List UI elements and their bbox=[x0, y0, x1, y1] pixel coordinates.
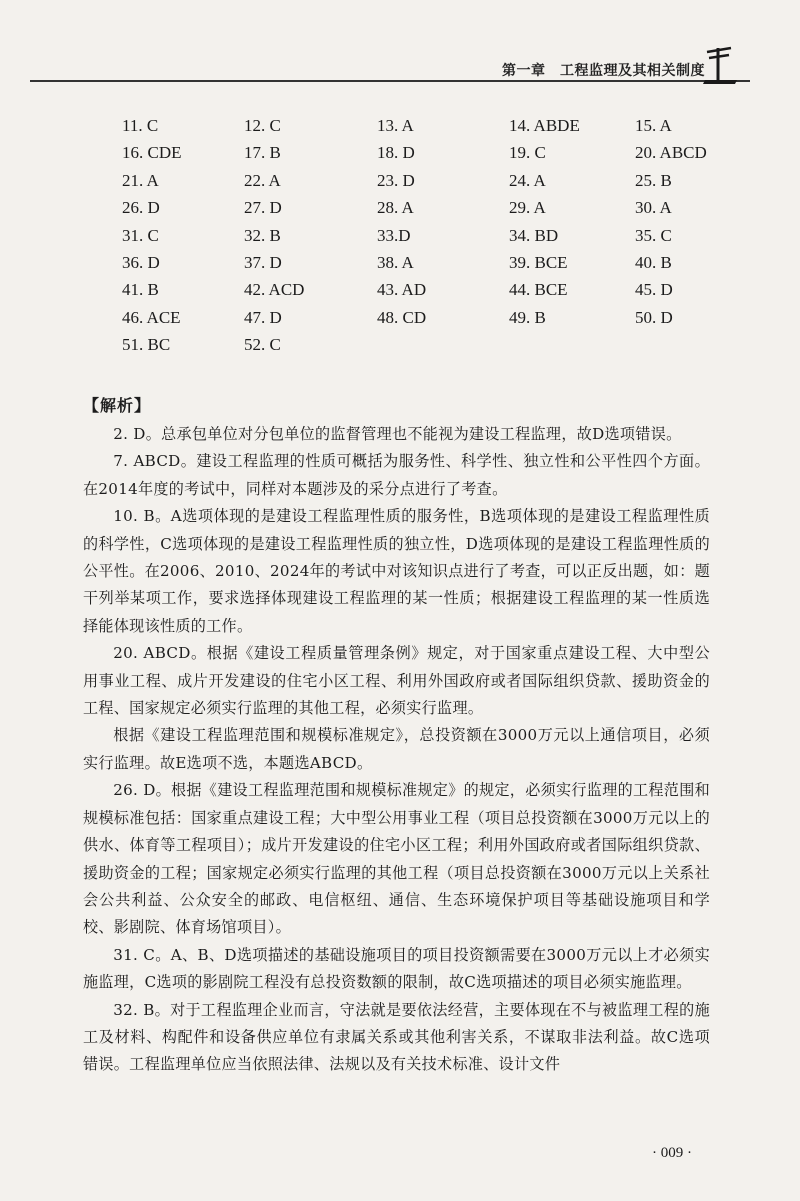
answer-item: 44. BCE bbox=[509, 280, 568, 300]
answer-item: 13. A bbox=[377, 116, 414, 135]
answer-item: 39. BCE bbox=[509, 252, 568, 272]
answer-item: 45. D bbox=[635, 280, 673, 300]
answer-item: 41. B bbox=[122, 280, 159, 300]
answer-item: 29. A bbox=[509, 198, 546, 218]
answer-item: 51. BC bbox=[122, 335, 171, 355]
answer-item: 25. B bbox=[635, 170, 672, 190]
answer-item: 23. D bbox=[377, 170, 415, 190]
answer-item: 38. A bbox=[377, 252, 414, 272]
answer-row bbox=[122, 167, 742, 194]
analysis-paragraph: 20. ABCD。根据《建设工程质量管理条例》规定，对于国家重点建设工程、大中型公用事业工程、成片开发建设的住宅小区工程、利用外国政府或者国际组织贷款、援助资金的工程、国家规定必须实行监理的其他工程，必须实行监理。 bbox=[83, 644, 710, 718]
analysis-body bbox=[83, 421, 710, 1079]
answer-item: 40. B bbox=[635, 252, 672, 272]
answer-item: 36. D bbox=[122, 252, 160, 272]
answer-item: 24. A bbox=[509, 170, 546, 190]
answer-item: 18. D bbox=[377, 143, 415, 163]
answer-item: 20. ABCD bbox=[635, 143, 707, 163]
analysis-paragraph: 32. B。对于工程监理企业而言，守法就是要依法经营，主要体现在不与被监理工程的施工及材料、构配件和设备供应单位有隶属关系或其他利害关系，不谋取非法利益。故C选项错误。工程监理单位应当依照法律、法规以及有关技术标准、设计文件 bbox=[83, 1000, 710, 1074]
answer-item: 11. C bbox=[122, 116, 159, 135]
answer-item: 48. CD bbox=[377, 307, 427, 327]
answer-row bbox=[122, 139, 742, 166]
answer-item: 30. A bbox=[635, 198, 672, 218]
answer-item: 22. A bbox=[244, 170, 281, 190]
answer-item: 35. C bbox=[635, 225, 672, 245]
answer-item: 19. C bbox=[509, 143, 546, 163]
answer-row bbox=[122, 222, 742, 249]
answer-grid bbox=[122, 112, 742, 359]
answer-item: 42. ACD bbox=[244, 280, 305, 300]
signpost-icon bbox=[697, 42, 743, 88]
header-rule bbox=[30, 80, 750, 82]
answer-item: 26. D bbox=[122, 198, 160, 218]
answer-item: 46. ACE bbox=[122, 307, 181, 327]
answer-row bbox=[122, 194, 742, 221]
answer-row bbox=[122, 304, 742, 331]
answer-item: 21. A bbox=[122, 170, 159, 190]
answer-item: 12. C bbox=[244, 116, 281, 135]
answer-row bbox=[122, 112, 742, 139]
analysis-heading: 【解析】 bbox=[83, 396, 152, 415]
analysis-paragraph: 10. B。A选项体现的是建设工程监理性质的服务性，B选项体现的是建设工程监理性质的科学性，C选项体现的是建设工程监理性质的独立性，D选项体现的是建设工程监理性质的公平性。在2006、2010、2024年的考试中对该知识点进行了考查，可以正反出题，如：题干列举某项工作，要求选择体现建设工程监理的某一性质；根据建设工程监理的某一性质选择能体现该性质的工作。 bbox=[83, 507, 710, 635]
answer-row bbox=[122, 249, 742, 276]
answer-row bbox=[122, 331, 742, 358]
analysis-paragraph: 2. D。总承包单位对分包单位的监督管理也不能视为建设工程监理，故D选项错误。 bbox=[113, 425, 682, 443]
answer-item: 50. D bbox=[635, 307, 673, 327]
answer-item: 52. C bbox=[244, 335, 281, 355]
answer-item: 14. ABDE bbox=[509, 116, 580, 135]
answer-item: 34. BD bbox=[509, 225, 559, 245]
analysis-paragraph: 7. ABCD。建设工程监理的性质可概括为服务性、科学性、独立性和公平性四个方面。在2014年度的考试中，同样对本题涉及的采分点进行了考查。 bbox=[83, 452, 710, 498]
answer-item: 16. CDE bbox=[122, 143, 182, 163]
analysis-paragraph: 31. C。A、B、D选项描述的基础设施项目的项目投资额需要在3000万元以上才必须实施监理，C选项的影剧院工程没有总投资数额的限制，故C选项描述的项目必须实施监理。 bbox=[83, 945, 710, 992]
answer-item: 33.D bbox=[377, 225, 411, 245]
answer-item: 37. D bbox=[244, 252, 282, 272]
answer-item: 15. A bbox=[635, 116, 672, 135]
answer-item: 17. B bbox=[244, 143, 281, 163]
answer-item: 43. AD bbox=[377, 280, 427, 300]
answer-item: 27. D bbox=[244, 198, 282, 218]
answer-item: 47. D bbox=[244, 307, 282, 327]
answer-item: 49. B bbox=[509, 307, 546, 327]
analysis-paragraph: 根据《建设工程监理范围和规模标准规定》，总投资额在3000万元以上通信项目，必须实行监理。故E选项不选，本题选ABCD。 bbox=[83, 726, 710, 772]
answer-item: 31. C bbox=[122, 225, 159, 245]
answer-row bbox=[122, 276, 742, 303]
page-number: · 009 · bbox=[652, 1145, 692, 1161]
analysis-paragraph: 26. D。根据《建设工程监理范围和规模标准规定》的规定，必须实行监理的工程范围和规模标准包括：国家重点建设工程；大中型公用事业工程（项目总投资额在3000万元以上的供水、体育等工程项目）；成片开发建设的住宅小区工程；利用外国政府或者国际组织贷款、援助资金的工程；国家规定必须实行监理的其他工程（项目总投资额在3000万元以上关系社会公共利益、公众安全的邮政、电信枢纽、通信、生态环境保护项目等基础设施项目和学校、影剧院、体育场馆项目）。 bbox=[83, 781, 710, 937]
answer-item: 28. A bbox=[377, 198, 414, 218]
answer-item: 32. B bbox=[244, 225, 281, 245]
chapter-title: 第一章 工程监理及其相关制度 bbox=[502, 63, 705, 79]
